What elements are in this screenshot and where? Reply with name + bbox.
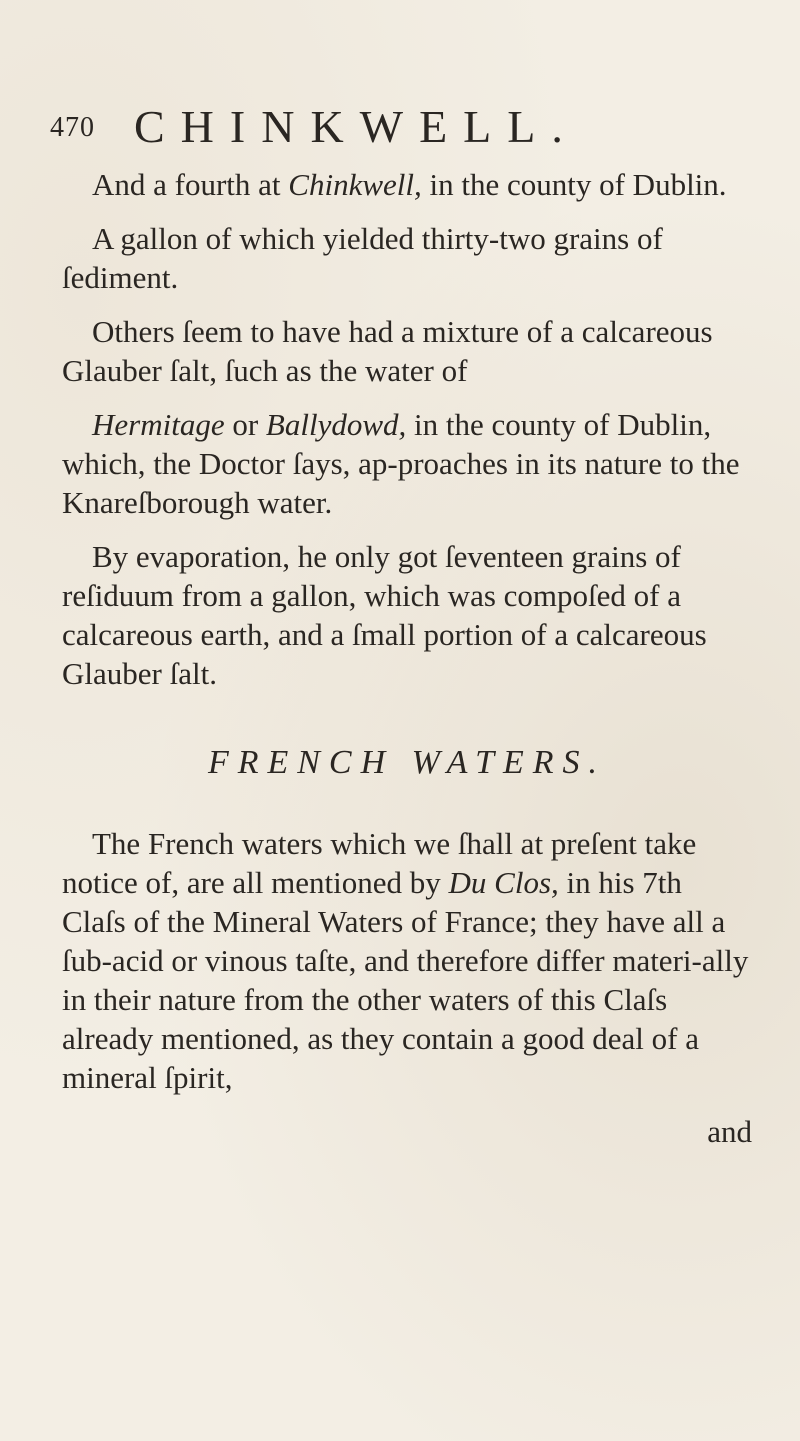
paragraph-chinkwell: And a fourth at Chinkwell, in the county of Dublin. — [92, 167, 727, 202]
catchword: and — [707, 1114, 752, 1149]
place-name: Ballydowd, — [265, 407, 407, 442]
paragraph-gallon: A gallon of which yielded thirty-two grains of ſediment. — [62, 221, 663, 295]
body-text — [62, 165, 752, 1151]
paragraph-evaporation: By evaporation, he only got ſeventeen grains of reſiduum from a gallon, which was compoſed of a calcareous earth, and a ſmall portion of a calcareous Glauber ſalt. — [62, 539, 707, 691]
paragraph-french-waters: The French waters which we ſhall at preſent take notice of, are all mentioned by Du Clos, in his 7th Claſs of the Mineral Waters of France; they have all a ſub-acid or vinous taſte, and therefore differ materi-ally in their nature from the other waters of this Claſs already mentioned, as they contain a good deal of a mineral ſpirit, — [62, 826, 749, 1095]
paragraph-others: Others ſeem to have had a mixture of a calcareous Glauber ſalt, ſuch as the water of — [62, 314, 713, 388]
paragraph-hermitage: Hermitage or Ballydowd, in the county of Dublin, which, the Doctor ſays, ap-proaches in its nature to the Knareſborough water. — [62, 407, 740, 520]
place-name: Hermitage — [92, 407, 225, 442]
page-header — [50, 100, 750, 160]
page-number: 470 — [50, 112, 95, 143]
author-name: Du Clos, — [448, 865, 559, 900]
running-title: CHINKWELL. — [134, 101, 579, 152]
section-heading: FRENCH WATERS. — [207, 744, 607, 781]
place-name: Chinkwell, — [288, 167, 422, 202]
